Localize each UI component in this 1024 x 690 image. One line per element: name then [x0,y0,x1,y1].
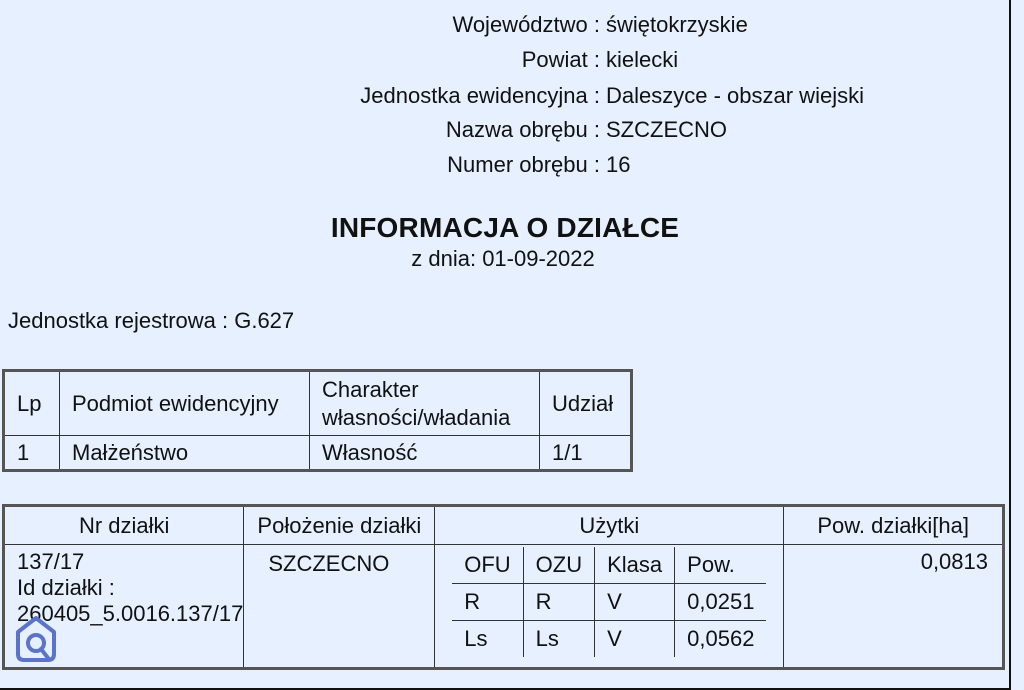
document-title: INFORMACJA O DZIAŁCE [330,212,680,243]
owners-header-share: Udział [540,371,632,436]
parcel-id-label: Id działki : [17,575,115,600]
parcel-area-cell [784,545,1004,669]
house-pin-logo-icon [14,614,58,664]
county-label: Powiat : [521,47,600,72]
table-row [452,584,766,621]
land-use-header-area: Pow. [675,547,767,584]
parcel-area: 0,0813 [920,549,988,574]
land-use-header-ofu: OFU [452,547,523,584]
parcel-location: SZCZECNO [268,551,390,576]
owners-cell-share: 1/1 [540,436,632,471]
land-use-cell: 0,0251 [675,584,767,621]
parcel-number: 137/17 [17,549,85,574]
owners-table [2,369,633,472]
county-value: kielecki [606,47,679,72]
precinct-name-value: SZCZECNO [606,117,727,142]
owners-header-subject: Podmiot ewidencyjny [60,371,310,436]
land-use-cell: V [595,621,675,658]
voivodeship-label: Województwo : [452,12,600,37]
parcel-header-area: Pow. działki[ha] [784,506,1004,545]
land-use-table [452,547,766,657]
table-row [4,545,1004,669]
parcel-id: 260405_5.0016.137/17 [17,601,244,626]
parcel-table [2,504,1005,670]
owners-cell-subject: Małżeństwo [60,436,310,471]
registry-unit-label: Jednostka ewidencyjna : [360,83,600,108]
land-use-cell: Ls [452,621,523,658]
land-use-cell: 0,0562 [687,626,755,651]
precinct-name-label: Nazwa obrębu : [445,117,600,142]
owners-header-ownership: Charakter własności/władania [310,371,540,436]
parcel-header-number: Nr działki [4,506,244,545]
land-use-cell: V [595,584,675,621]
owners-header-lp: Lp [4,371,60,436]
parcel-header-land-use: Użytki [435,506,784,545]
parcel-location-cell [244,545,435,669]
owners-cell-lp: 1 [4,436,60,471]
land-use-cell: R [523,584,594,621]
register-unit: Jednostka rejestrowa : G.627 [8,308,295,333]
document-date: z dnia: 01-09-2022 [411,246,595,271]
land-use-cell: R [452,584,523,621]
registry-unit-value: Daleszyce - obszar wiejski [606,83,864,108]
table-row [452,621,766,658]
parcel-land-use-cell [435,545,784,669]
parcel-header-location: Położenie działki [244,506,435,545]
owners-cell-ownership: Własność [310,436,540,471]
voivodeship-value: świętokrzyskie [606,12,748,37]
land-use-header-class: Klasa [595,547,675,584]
land-use-header-ozu: OZU [523,547,594,584]
precinct-number-label: Numer obrębu : [447,152,600,177]
table-row [4,436,632,471]
precinct-number-value: 16 [606,152,631,177]
land-use-cell: Ls [523,621,594,658]
